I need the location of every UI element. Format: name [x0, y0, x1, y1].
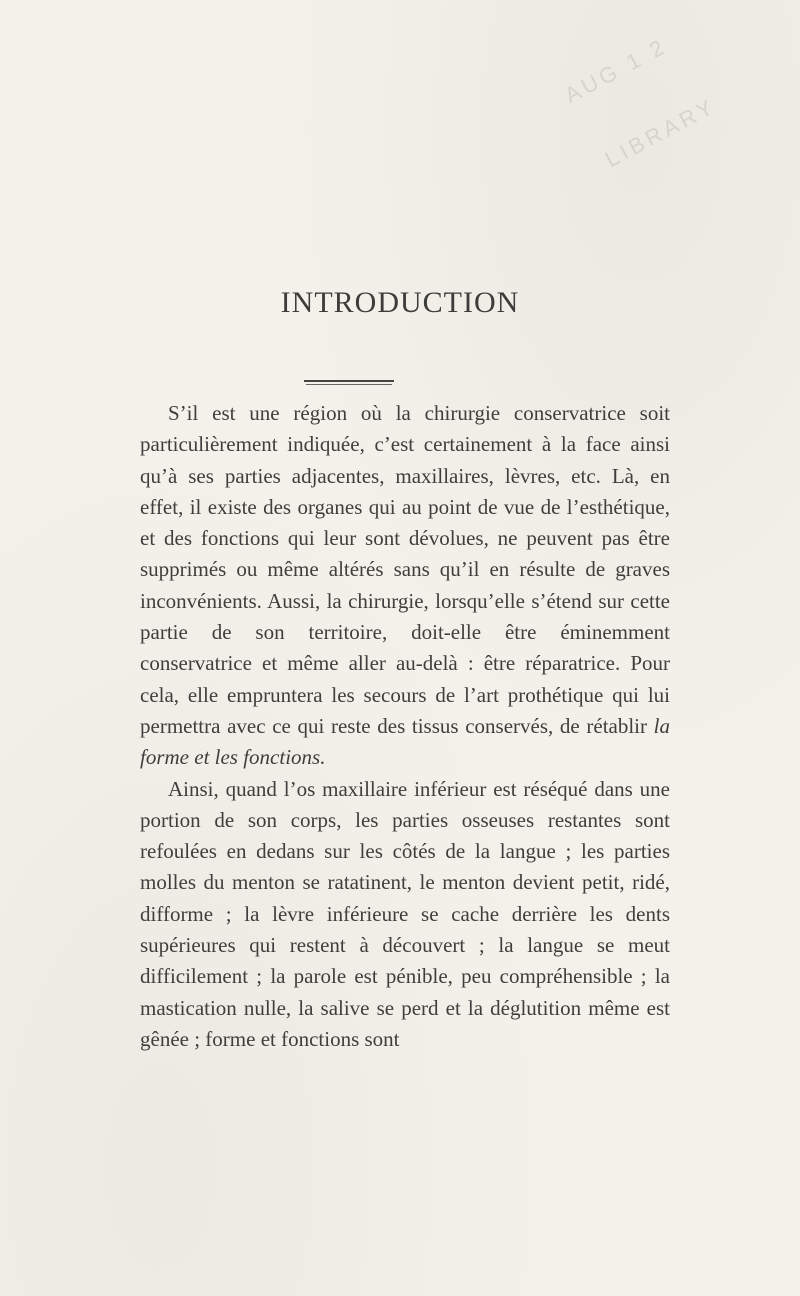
page-title: INTRODUCTION	[280, 286, 520, 319]
paragraph-1-text: S’il est une région où la chirurgie conservatrice soit particulièrement indiquée, c’est certainement à la face ainsi qu’à ses parties adjacentes, maxillaires, lèvres, etc. Là, en effet, il existe des organes qui au point de vue de l’esthétique, et des fonctions qui leur sont dévolues, ne peuvent pas être supprimés ou même altérés sans qu’il en résulte de graves inconvénients. Aussi, la chirurgie, lorsqu’elle s’étend sur cette partie de son territoire, doit-elle être éminemment conservatrice et même aller au-delà : être réparatrice. Pour cela, elle empruntera les secours de l’art prothétique qui lui permettra avec ce qui reste des tissus conservés, de rétablir	[140, 401, 670, 738]
paragraph-2: Ainsi, quand l’os maxillaire inférieur est réséqué dans une portion de son corps, les parties osseuses restantes sont refoulées en dedans sur les côtés de la langue ; les parties molles du menton se ratatinent, le menton devient petit, ridé, difforme ; la lèvre inférieure se cache derrière les dents supérieures qui restent à découvert ; la langue se meut difficilement ; la parole est pénible, peu compréhensible ; la mastication nulle, la salive se perd et la déglutition même est gênée ; forme et fonctions sont	[140, 776, 670, 1051]
paragraph-1	[140, 398, 670, 774]
bleed-through-library-stamp: LIBRARY	[601, 92, 721, 173]
bleed-through-stamp: AUG 1 2	[560, 33, 672, 108]
title-rule	[304, 380, 394, 382]
body-text	[140, 398, 670, 1055]
paragraph-1-italic-text: la forme et les fonctions.	[140, 713, 670, 770]
